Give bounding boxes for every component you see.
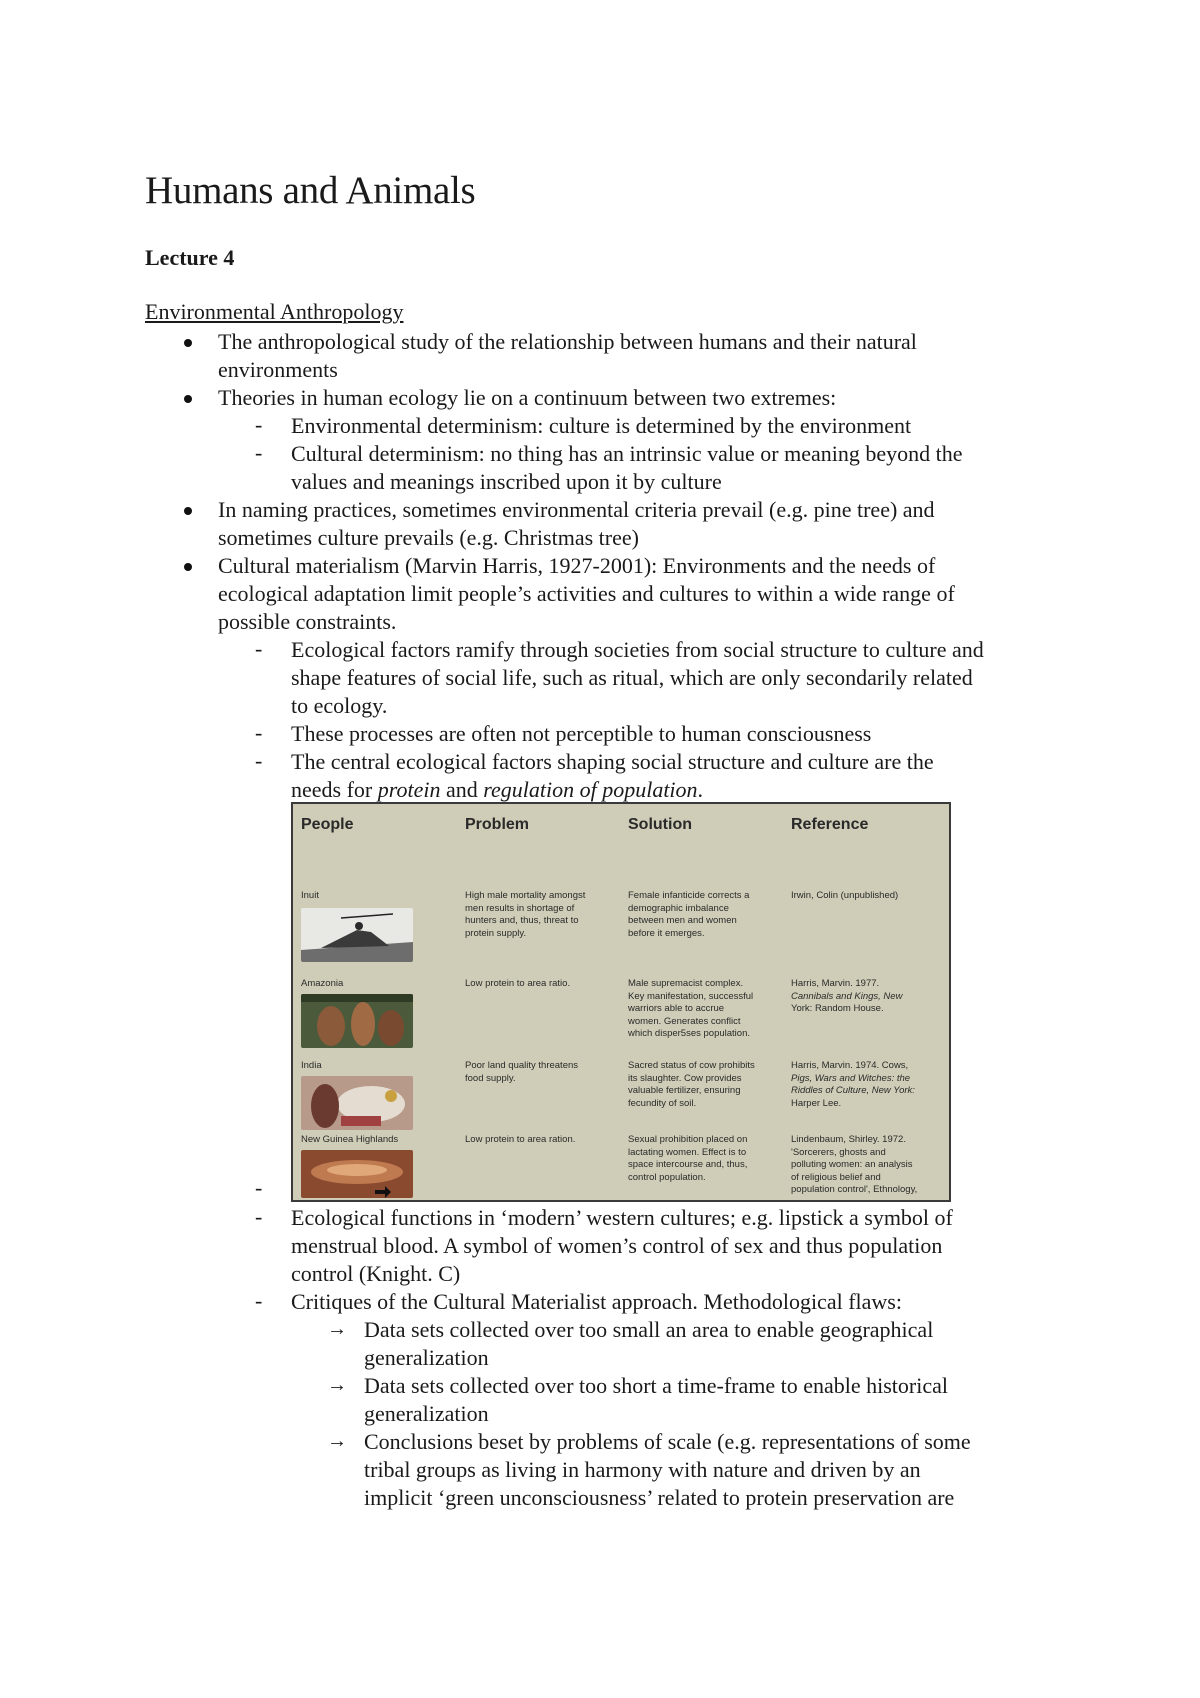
theory-1-line-1: Environmental determinism: culture is determined by the environment	[291, 413, 912, 438]
flaw-2-line-2: generalization	[364, 1401, 489, 1426]
dash-marker: -	[255, 720, 263, 745]
row-solution	[628, 1060, 778, 1110]
theory-2-line-1: Cultural determinism: no thing has an intrinsic value or meaning beyond the	[291, 441, 963, 466]
dash-marker: -	[255, 412, 263, 437]
cell-line: Sexual prohibition placed on	[628, 1134, 748, 1145]
bullet-dot	[184, 563, 192, 571]
cell-line: between men and women	[628, 915, 737, 926]
people-problem-table-image	[291, 802, 951, 1202]
cell-line: valuable fertilizer, ensuring	[628, 1085, 741, 1096]
header-people: People	[301, 816, 354, 833]
section-heading: Environmental Anthropology	[145, 299, 404, 324]
document-title: Humans and Animals	[145, 169, 476, 212]
materialism-2-line-1: These processes are often not perceptible to human consciousness	[291, 721, 872, 746]
materialism-4-line-3: control (Knight. C)	[291, 1261, 461, 1286]
cell-line: polluting women: an analysis	[791, 1159, 913, 1170]
row-reference	[791, 1134, 941, 1197]
cell-line: Male supremacist complex.	[628, 978, 744, 989]
amazonia-photo	[301, 994, 413, 1048]
cell-line: warriors able to accrue	[628, 1003, 725, 1014]
materialism-5-line-1: Critiques of the Cultural Materialist approach. Methodological flaws:	[291, 1289, 902, 1314]
row-people: Amazonia	[301, 978, 344, 989]
flaw-3-line-3: implicit ‘green unconsciousness’ related to protein preservation are	[364, 1485, 955, 1510]
cell-line: Riddles of Culture, New York:	[791, 1085, 915, 1096]
dash-marker: -	[255, 1204, 263, 1229]
italic-regulation: regulation of population	[483, 777, 698, 802]
cell-line: fecundity of soil.	[628, 1097, 697, 1109]
cell-line: Low protein to area ratio.	[465, 978, 571, 989]
theory-2-line-2: values and meanings inscribed upon it by culture	[291, 469, 722, 494]
cell-line: Harper Lee.	[791, 1097, 842, 1109]
bullet-dot	[184, 395, 192, 403]
materialism-1-line-2: shape features of social life, such as ritual, which are only secondarily related	[291, 665, 973, 690]
row-solution	[628, 978, 778, 1041]
flaw-1-line-2: generalization	[364, 1345, 489, 1370]
row-problem	[465, 1134, 615, 1147]
dash-marker: -	[255, 440, 263, 465]
cell-line: its slaughter. Cow provides	[628, 1072, 742, 1084]
flaw-3-line-1: Conclusions beset by problems of scale (e.g. representations of some	[364, 1429, 971, 1454]
row-people: New Guinea Highlands	[301, 1134, 399, 1145]
text-run: and	[440, 777, 484, 802]
dash-marker: -	[255, 748, 263, 773]
row-people: India	[301, 1060, 322, 1071]
materialism-1-line-1: Ecological factors ramify through societies from social structure to culture and	[291, 637, 984, 662]
india-cow-photo	[301, 1076, 413, 1130]
arrow-marker: →	[327, 1430, 347, 1452]
cell-line: women. Generates conflict	[628, 1015, 741, 1027]
row-solution	[628, 890, 778, 940]
materialism-4-line-2: menstrual blood. A symbol of women’s control of sex and thus population	[291, 1233, 943, 1258]
header-solution: Solution	[628, 816, 692, 833]
arrow-marker: →	[327, 1318, 347, 1340]
cell-line: Female infanticide corrects a	[628, 890, 750, 901]
dash-marker: -	[255, 636, 263, 661]
cell-line: of religious belief and	[791, 1171, 881, 1183]
bullet-1-line-1: The anthropological study of the relationship between humans and their natural	[218, 329, 917, 354]
cell-line: demographic imbalance	[628, 902, 729, 914]
bullet-3-line-2: sometimes culture prevails (e.g. Christmas tree)	[218, 525, 639, 550]
cell-line: Cannibals and Kings, New	[791, 990, 903, 1002]
cell-line: food supply.	[465, 1072, 516, 1084]
cell-line: 'Sorcerers, ghosts and	[791, 1146, 886, 1158]
inuit-hunter-photo	[301, 908, 413, 962]
header-problem: Problem	[465, 816, 530, 833]
bullet-4-line-1: Cultural materialism (Marvin Harris, 1927-2001): Environments and the needs of	[218, 553, 936, 578]
cell-line: lactating women. Effect is to	[628, 1146, 747, 1158]
row-problem	[465, 890, 615, 940]
materialism-4-line-1: Ecological functions in ‘modern’ western cultures; e.g. lipstick a symbol of	[291, 1205, 953, 1230]
cell-line: hunters and, thus, threat to	[465, 915, 579, 926]
cell-line: Pigs, Wars and Witches: the	[791, 1072, 911, 1084]
header-reference: Reference	[791, 816, 869, 833]
dash-marker: -	[255, 1175, 263, 1200]
arrow-marker: →	[327, 1374, 347, 1396]
cell-line: protein supply.	[465, 927, 527, 939]
row-problem	[465, 978, 615, 991]
cell-line: control population.	[628, 1171, 706, 1183]
text-run: .	[697, 777, 704, 802]
bullet-4-line-3: possible constraints.	[218, 609, 397, 634]
cell-line: which disper5ses population.	[628, 1028, 750, 1039]
cell-line: Irwin, Colin (unpublished)	[791, 890, 899, 901]
italic-protein: protein	[377, 777, 441, 802]
row-problem	[465, 1060, 615, 1085]
bullet-3-line-1: In naming practices, sometimes environmental criteria prevail (e.g. pine tree) and	[218, 497, 935, 522]
cell-line: Low protein to area ration.	[465, 1134, 576, 1145]
materialism-3-line-1: The central ecological factors shaping social structure and culture are the	[291, 749, 934, 774]
materialism-1-line-3: to ecology.	[291, 693, 388, 718]
row-reference	[791, 890, 941, 903]
bullet-2-line-1: Theories in human ecology lie on a continuum between two extremes:	[218, 385, 837, 410]
bullet-1-line-2: environments	[218, 357, 338, 382]
cell-line: Poor land quality threatens	[465, 1060, 579, 1071]
cell-line: Lindenbaum, Shirley. 1972.	[791, 1134, 906, 1145]
dash-marker: -	[255, 1288, 263, 1313]
materialism-3-line-2	[291, 776, 703, 804]
bullet-dot	[184, 507, 192, 515]
bullet-4-line-2: ecological adaptation limit people’s activities and cultures to within a wide range of	[218, 581, 955, 606]
flaw-1-line-1: Data sets collected over too small an area to enable geographical	[364, 1317, 934, 1342]
cell-line: Harris, Marvin. 1974. Cows,	[791, 1060, 909, 1071]
flaw-2-line-1: Data sets collected over too short a time-frame to enable historical	[364, 1373, 948, 1398]
cell-line: Sacred status of cow prohibits	[628, 1060, 755, 1071]
cell-line: Harris, Marvin. 1977.	[791, 978, 880, 989]
row-people: Inuit	[301, 890, 319, 901]
row-reference	[791, 1060, 941, 1110]
cell-line: space intercourse and, thus,	[628, 1159, 748, 1170]
cell-line: York: Random House.	[791, 1003, 884, 1014]
new-guinea-photo	[301, 1150, 413, 1198]
cell-line: population control', Ethnology,	[791, 1184, 918, 1195]
cell-line: Key manifestation, successful	[628, 990, 754, 1002]
text-run: needs for	[291, 777, 378, 802]
lecture-heading: Lecture 4	[145, 245, 235, 270]
flaw-3-line-2: tribal groups as living in harmony with nature and driven by an	[364, 1457, 921, 1482]
cell-line: before it emerges.	[628, 927, 705, 939]
cell-line: men results in shortage of	[465, 902, 575, 914]
row-reference	[791, 978, 941, 1016]
cell-line: High male mortality amongst	[465, 890, 586, 901]
bullet-dot	[184, 339, 192, 347]
row-solution	[628, 1134, 778, 1184]
